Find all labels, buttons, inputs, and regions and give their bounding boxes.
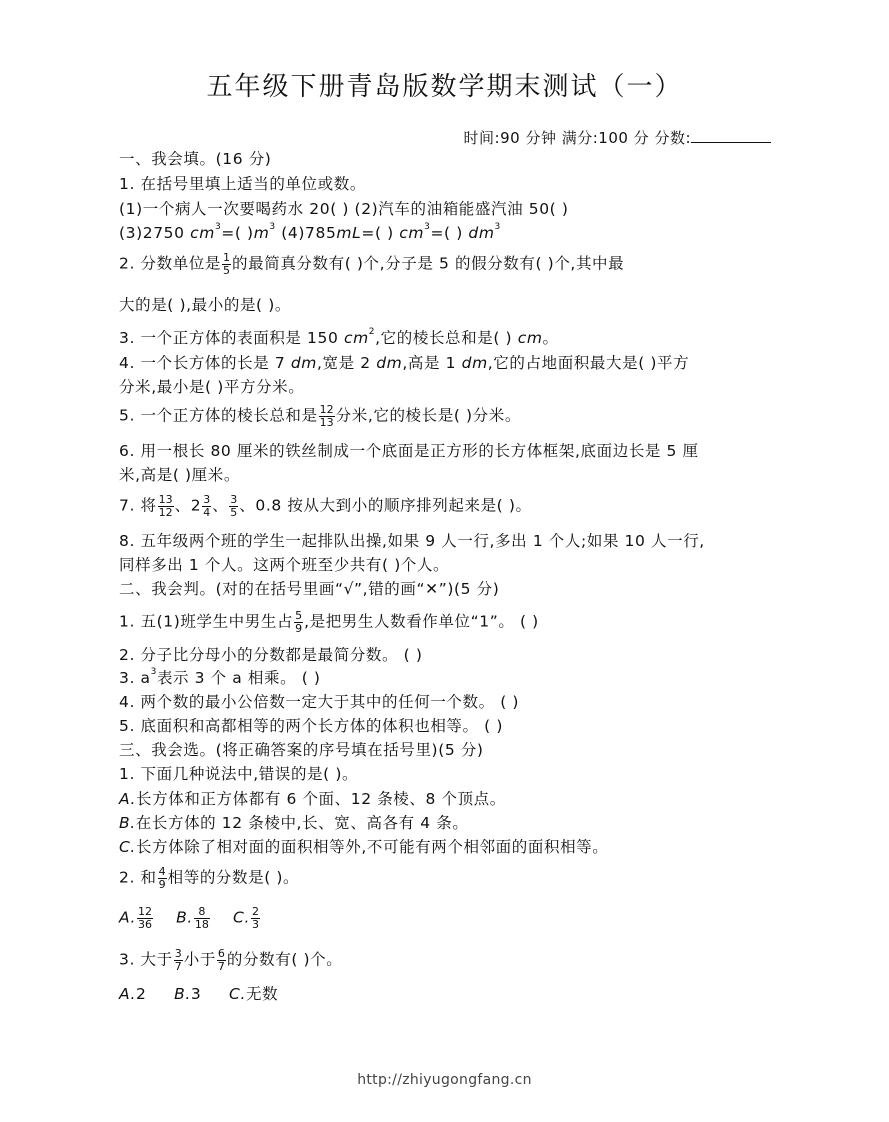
denominator: 9 xyxy=(295,621,303,635)
s1-q2-cont: 大的是( ),最小的是( )。 xyxy=(119,296,291,314)
sup: 3 xyxy=(214,222,222,232)
numerator: 6 xyxy=(217,947,225,960)
text: 分米,它的棱长是( )分米。 xyxy=(335,406,521,425)
section-1-heading: 一、我会填。(16 分) xyxy=(119,150,272,168)
s1-q1-line-b xyxy=(119,222,501,242)
option-letter: B. xyxy=(176,908,193,927)
text: ,高是 1 xyxy=(402,354,462,372)
denominator: 5 xyxy=(230,505,238,519)
fraction xyxy=(251,906,260,930)
s2-q5: 5. 底面积和高都相等的两个长方体的体积也相等。 ( ) xyxy=(119,717,503,735)
text: 。 xyxy=(542,329,559,347)
numerator: 13 xyxy=(158,493,173,506)
denominator: 7 xyxy=(174,959,182,973)
s1-q1: 1. 在括号里填上适当的单位或数。 xyxy=(119,175,366,193)
s2-q2: 2. 分子比分母小的分数都是最简分数。 ( ) xyxy=(119,646,423,664)
s1-q6: 6. 用一根长 80 厘米的铁丝制成一个底面是正方形的长方体框架,底面边长是 5 厘 xyxy=(119,442,699,460)
numerator: 3 xyxy=(230,493,238,506)
text: 、2 xyxy=(174,496,202,515)
denominator: 3 xyxy=(251,917,259,931)
section-2-heading: 二、我会判。(对的在括号里画“√”,错的画“✕”)(5 分) xyxy=(119,580,500,598)
unit: cm xyxy=(343,329,369,347)
denominator: 7 xyxy=(217,959,225,973)
s3-q2 xyxy=(119,866,299,890)
denominator: 5 xyxy=(223,263,231,277)
s2-q1 xyxy=(119,610,539,634)
text: 、0.8 按从大到小的顺序排列起来是( )。 xyxy=(239,496,532,515)
unit: dm xyxy=(468,224,495,242)
numerator: 3 xyxy=(203,493,211,506)
page-title: 五年级下册青岛版数学期末测试（一） xyxy=(206,72,683,102)
text: 相等的分数是( )。 xyxy=(167,868,300,887)
numerator: 8 xyxy=(194,906,210,919)
denominator: 13 xyxy=(319,415,334,429)
option-letter: C. xyxy=(233,908,250,927)
sup: 3 xyxy=(269,222,276,232)
text: ,是把男生人数看作单位“1”。 ( ) xyxy=(304,612,539,631)
text: 3 xyxy=(190,985,202,1003)
meta-text: 时间:90 分钟 满分:100 分 分数: xyxy=(463,129,691,147)
s1-q4-cont: 分米,最小是( )平方分米。 xyxy=(119,378,305,396)
s1-q3 xyxy=(119,327,559,347)
unit: cm xyxy=(190,224,215,242)
denominator: 4 xyxy=(203,505,211,519)
text: 表示 3 个 a 相乘。 ( ) xyxy=(156,669,321,687)
text: 3. a xyxy=(119,669,151,687)
sup: 3 xyxy=(150,667,157,677)
s1-q1-line-a: (1)一个病人一次要喝药水 20( ) (2)汽车的油箱能盛汽油 50( ) xyxy=(119,200,569,218)
option-letter: A. xyxy=(119,790,137,808)
s1-q7 xyxy=(119,494,532,518)
text: 3. 一个正方体的表面积是 150 xyxy=(119,329,344,347)
fraction xyxy=(229,494,238,518)
unit: dm xyxy=(376,354,403,372)
numerator: 1 xyxy=(223,251,231,264)
unit: dm xyxy=(461,354,488,372)
option-letter: C. xyxy=(229,985,246,1003)
exam-meta xyxy=(464,127,771,148)
option-letter: A. xyxy=(119,985,137,1003)
text: (3)2750 xyxy=(119,224,191,242)
fraction xyxy=(158,866,167,890)
s2-q4: 4. 两个数的最小公倍数一定大于其中的任何一个数。 ( ) xyxy=(119,693,520,711)
fraction xyxy=(158,494,174,518)
text: ,它的占地面积最大是( )平方 xyxy=(487,354,690,372)
s2-q3 xyxy=(119,667,321,687)
fraction xyxy=(137,906,153,930)
s1-q8: 8. 五年级两个班的学生一起排队出操,如果 9 人一行,多出 1 个人;如果 10 人一行, xyxy=(119,532,705,550)
s3-q1-option-c xyxy=(119,840,608,856)
s1-q6-cont: 米,高是( )厘米。 xyxy=(119,466,240,484)
denominator: 18 xyxy=(194,917,209,931)
numerator: 4 xyxy=(158,865,166,878)
text: 无数 xyxy=(245,985,279,1003)
s3-q1-option-a xyxy=(119,792,506,808)
s1-q2 xyxy=(119,252,624,276)
option-letter: B. xyxy=(119,814,136,832)
denominator: 36 xyxy=(138,917,153,931)
s3-q3 xyxy=(119,948,342,972)
section-3-heading: 三、我会选。(将正确答案的序号填在括号里)(5 分) xyxy=(119,741,484,759)
fraction xyxy=(222,252,231,276)
text: 的分数有( )个。 xyxy=(226,950,343,969)
text: 4. 一个长方体的长是 7 xyxy=(119,354,291,372)
text: 2. 分数单位是 xyxy=(119,254,222,273)
text: (4)785 xyxy=(275,224,337,242)
s1-q5 xyxy=(119,404,521,428)
fraction xyxy=(319,404,335,428)
score-blank xyxy=(691,128,771,143)
text: 长方体和正方体都有 6 个面、12 条棱、8 个顶点。 xyxy=(136,790,506,808)
footer-url: http://zhiyugongfang.cn xyxy=(357,1072,532,1088)
text: ,宽是 2 xyxy=(316,354,377,372)
text: =( ) xyxy=(430,224,469,242)
unit: m xyxy=(253,224,270,242)
text: 长方体除了相对面的面积相等外,不可能有两个相邻面的面积相等。 xyxy=(135,838,609,856)
sup: 2 xyxy=(368,327,376,337)
text: 小于 xyxy=(183,950,216,969)
numerator: 3 xyxy=(174,947,182,960)
fraction xyxy=(174,948,183,972)
fraction xyxy=(202,494,211,518)
text: ,它的棱长总和是( ) xyxy=(375,329,518,347)
numerator: 2 xyxy=(251,905,259,918)
option-letter: B. xyxy=(174,985,191,1003)
text: 2. 和 xyxy=(119,868,157,887)
text: 1. 五(1)班学生中男生占 xyxy=(119,612,294,631)
unit: dm xyxy=(290,354,317,372)
s1-q4 xyxy=(119,356,689,372)
unit: cm xyxy=(517,329,543,347)
text: =( ) xyxy=(361,224,400,242)
sup: 3 xyxy=(494,222,501,232)
fraction xyxy=(194,906,210,930)
denominator: 9 xyxy=(158,877,166,891)
numerator: 12 xyxy=(138,905,153,918)
unit: cm xyxy=(399,224,425,242)
text: =( ) xyxy=(221,224,254,242)
numerator: 12 xyxy=(319,403,334,416)
fraction xyxy=(217,948,226,972)
denominator: 12 xyxy=(158,505,173,519)
s3-q3-options xyxy=(119,987,278,1003)
text: 2 xyxy=(136,985,147,1003)
s3-q1-option-b xyxy=(119,816,469,832)
text: 、 xyxy=(212,496,229,515)
fraction xyxy=(294,610,303,634)
option-letter: C. xyxy=(119,838,136,856)
numerator: 5 xyxy=(295,609,303,622)
text: 7. 将 xyxy=(119,496,157,515)
text: 的最简真分数有( )个,分子是 5 的假分数有( )个,其中最 xyxy=(232,254,625,273)
s3-q1: 1. 下面几种说法中,错误的是( )。 xyxy=(119,765,359,783)
option-letter: A. xyxy=(119,908,137,927)
text: 在长方体的 12 条棱中,长、宽、高各有 4 条。 xyxy=(135,814,469,832)
unit: mL xyxy=(336,224,362,242)
sup: 3 xyxy=(424,222,431,232)
text: 3. 大于 xyxy=(119,950,173,969)
s3-q2-options xyxy=(119,906,261,930)
text: 5. 一个正方体的棱长总和是 xyxy=(119,406,318,425)
s1-q8-cont: 同样多出 1 个人。这两个班至少共有( )个人。 xyxy=(119,556,450,574)
